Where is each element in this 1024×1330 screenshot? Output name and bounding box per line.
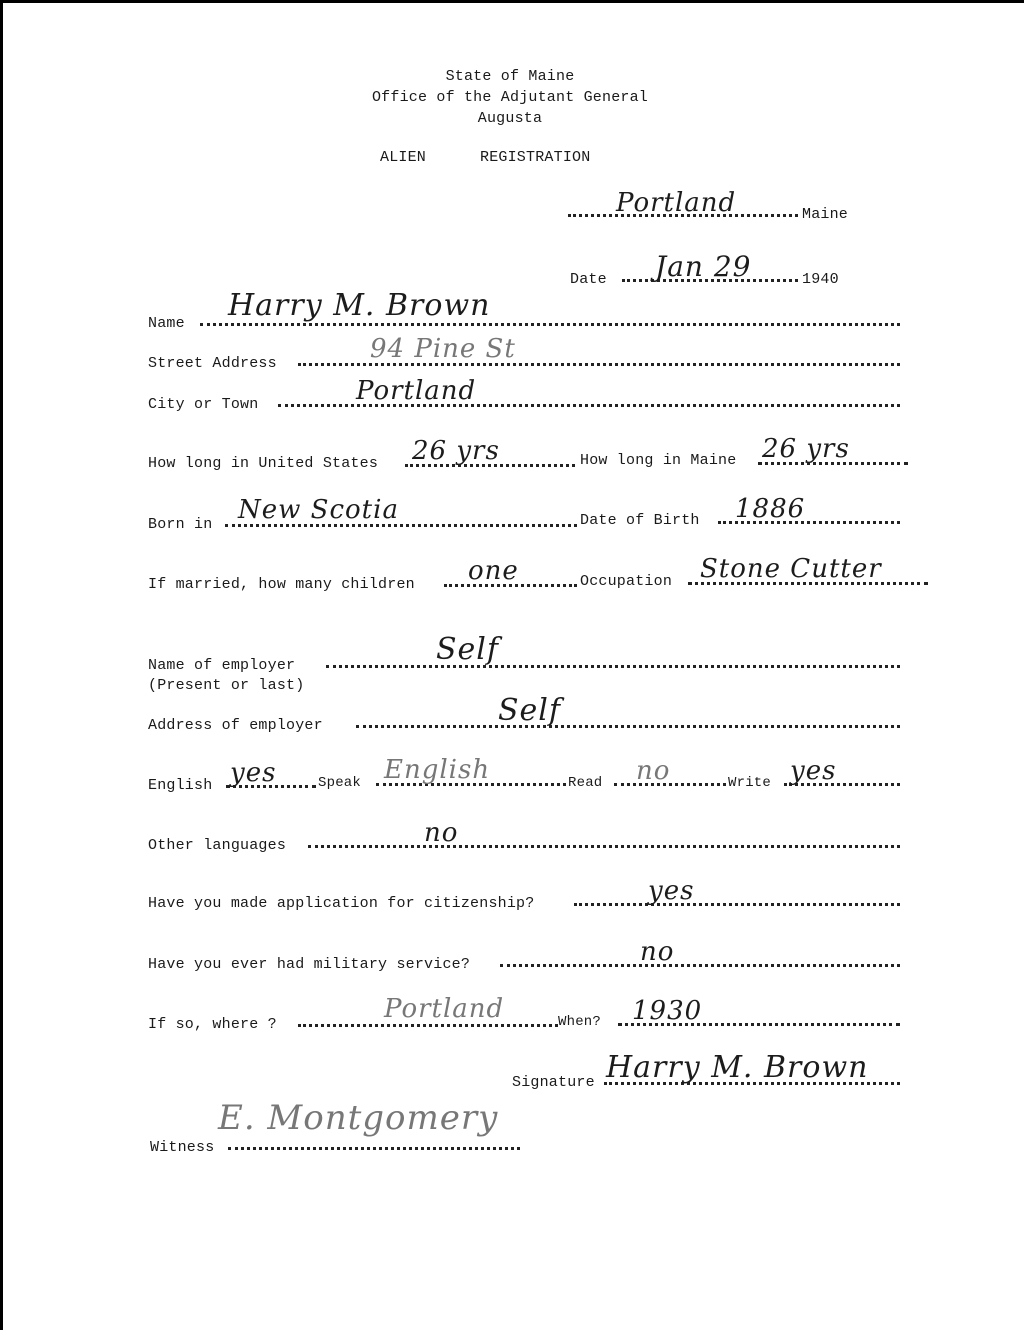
citizenship-label: Have you made application for citizenship?	[148, 895, 535, 912]
children-label: If married, how many children	[148, 576, 415, 593]
street-label: Street Address	[148, 355, 277, 372]
born-label: Born in	[148, 516, 213, 533]
city-value: Portland	[356, 376, 477, 406]
header-city: Augusta	[477, 110, 543, 127]
place-suffix: Maine	[802, 206, 849, 223]
children-value: one	[468, 556, 519, 586]
military-value: no	[640, 937, 675, 967]
title-alien: ALIEN	[380, 149, 427, 166]
header-office: Office of the Adjutant General	[371, 89, 649, 106]
english-label: English	[148, 777, 213, 794]
where-label: If so, where ?	[148, 1016, 277, 1033]
employer-value: Self	[436, 632, 500, 667]
maine-duration-label: How long in Maine	[580, 452, 737, 469]
us-duration-label: How long in United States	[148, 455, 379, 472]
write-value: yes	[790, 756, 837, 786]
name-label: Name	[148, 315, 185, 332]
employer-label: Name of employer	[148, 657, 296, 674]
other-languages-label: Other languages	[148, 837, 287, 854]
us-duration-value: 26 yrs	[412, 436, 500, 466]
signature-value: Harry M. Brown	[606, 1050, 869, 1085]
name-value: Harry M. Brown	[228, 288, 491, 323]
scan-border-left	[0, 0, 3, 1330]
employer-address-line	[356, 721, 900, 728]
read-label: Read	[568, 775, 603, 791]
read-value: no	[636, 756, 671, 786]
title-registration: REGISTRATION	[480, 149, 591, 166]
signature-label: Signature	[512, 1074, 595, 1091]
military-label: Have you ever had military service?	[148, 956, 471, 973]
place-value: Portland	[616, 188, 737, 218]
employer-address-value: Self	[498, 693, 562, 728]
employer-address-label: Address of employer	[148, 717, 323, 734]
when-label: When?	[558, 1014, 602, 1030]
witness-value: E. Montgomery	[218, 1098, 499, 1138]
speak-label: Speak	[318, 775, 362, 791]
witness-line	[228, 1143, 520, 1150]
other-languages-value: no	[424, 818, 459, 848]
born-value: New Scotia	[238, 495, 399, 525]
maine-duration-value: 26 yrs	[762, 434, 850, 464]
other-languages-line	[308, 841, 900, 848]
witness-label: Witness	[150, 1139, 215, 1156]
when-value: 1930	[632, 996, 703, 1026]
citizenship-line	[574, 899, 900, 906]
dob-label: Date of Birth	[580, 512, 700, 529]
occupation-value: Stone Cutter	[700, 554, 882, 584]
header-state: State of Maine	[445, 68, 575, 85]
speak-value: English	[384, 755, 491, 785]
employer-sublabel: (Present or last)	[148, 677, 305, 694]
city-label: City or Town	[148, 396, 259, 413]
dob-value: 1886	[735, 494, 806, 524]
scan-border-top	[0, 0, 1024, 3]
employer-line	[326, 661, 900, 668]
date-label: Date	[570, 271, 607, 288]
occupation-label: Occupation	[580, 573, 673, 590]
english-value: yes	[230, 758, 277, 788]
street-value: 94 Pine St	[370, 334, 516, 364]
write-label: Write	[728, 775, 772, 791]
military-line	[500, 960, 900, 967]
date-value: Jan 29	[655, 250, 752, 283]
where-value: Portland	[384, 994, 505, 1024]
citizenship-value: yes	[648, 876, 695, 906]
date-year: 1940	[802, 271, 839, 288]
